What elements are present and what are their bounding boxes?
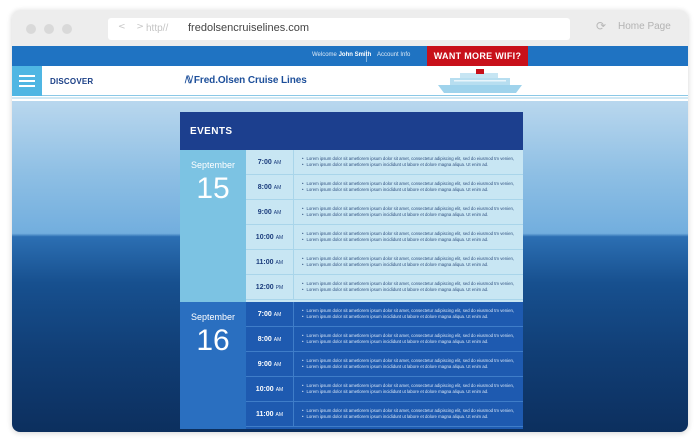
- event-row[interactable]: [246, 175, 523, 200]
- event-row[interactable]: [246, 150, 523, 175]
- date-month: September: [190, 160, 236, 170]
- event-row[interactable]: [246, 225, 523, 250]
- url-scheme: http//: [146, 23, 169, 34]
- event-description: • Lorem ipsum dolor sit ametlorem ipsum dolor sit amet, consectetur adipiscing elit, sed do eiusmod tm venien, • Lorem ipsum dolor sit ametlorem ipsum incididunt ut labore et dolore magna aliqua. Ut enim ad.: [302, 281, 516, 293]
- home-page-link[interactable]: Home Page: [618, 21, 671, 32]
- website: [12, 46, 688, 432]
- event-description: • Lorem ipsum dolor sit ametlorem ipsum dolor sit amet, consectetur adipiscing elit, sed do eiusmod tm venien, • Lorem ipsum dolor sit ametlorem ipsum incididunt ut labore et dolore magna aliqua. Ut enim ad.: [302, 156, 516, 168]
- wifi-upsell-button[interactable]: WANT MORE WIFI?: [427, 46, 528, 66]
- event-time: 11:00 AM: [246, 250, 294, 275]
- events-title: EVENTS: [190, 126, 233, 137]
- date-block: [180, 150, 246, 302]
- logo-mark-icon: ℕ: [184, 75, 192, 86]
- event-row[interactable]: [246, 327, 523, 352]
- event-row[interactable]: [246, 302, 523, 327]
- event-description: • Lorem ipsum dolor sit ametlorem ipsum dolor sit amet, consectetur adipiscing elit, sed do eiusmod tm venien, • Lorem ipsum dolor sit ametlorem ipsum incididunt ut labore et dolore magna aliqua. Ut enim ad.: [302, 181, 516, 193]
- event-day: [180, 302, 523, 429]
- event-row[interactable]: [246, 402, 523, 427]
- event-description: • Lorem ipsum dolor sit ametlorem ipsum dolor sit amet, consectetur adipiscing elit, sed do eiusmod tm venien, • Lorem ipsum dolor sit ametlorem ipsum incididunt ut labore et dolore magna aliqua. Ut enim ad.: [302, 231, 516, 243]
- event-row[interactable]: [246, 250, 523, 275]
- utility-bar: [12, 46, 688, 66]
- address-bar[interactable]: [108, 18, 570, 40]
- event-row[interactable]: [246, 200, 523, 225]
- event-row[interactable]: [246, 275, 523, 300]
- url-text[interactable]: fredolsencruiselines.com: [188, 22, 310, 34]
- divider: [366, 50, 367, 62]
- event-day: [180, 150, 523, 302]
- window-close-dot[interactable]: [26, 24, 36, 34]
- event-description: • Lorem ipsum dolor sit ametlorem ipsum dolor sit amet, consectetur adipiscing elit, sed do eiusmod tm venien, • Lorem ipsum dolor sit ametlorem ipsum incididunt ut labore et dolore magna aliqua. Ut enim ad.: [302, 358, 516, 370]
- event-time: 9:00 AM: [246, 352, 294, 377]
- cruise-ship-icon: [436, 68, 528, 94]
- event-description: • Lorem ipsum dolor sit ametlorem ipsum dolor sit amet, consectetur adipiscing elit, sed do eiusmod tm venien, • Lorem ipsum dolor sit ametlorem ipsum incididunt ut labore et dolore magna aliqua. Ut enim ad.: [302, 308, 516, 320]
- browser-toolbar: [12, 10, 688, 46]
- event-list: [246, 302, 523, 429]
- event-row[interactable]: [246, 377, 523, 402]
- back-forward-icon[interactable]: < >: [118, 22, 148, 32]
- brand-logo[interactable]: ℕ Fred.Olsen Cruise Lines: [184, 75, 307, 86]
- event-row[interactable]: [246, 352, 523, 377]
- discover-link[interactable]: DISCOVER: [50, 77, 94, 86]
- events-header: [180, 112, 523, 150]
- event-list: [246, 150, 523, 302]
- event-time: 8:00 AM: [246, 327, 294, 352]
- date-month: September: [190, 312, 236, 322]
- account-info-link[interactable]: Account Info: [377, 52, 411, 58]
- event-time: 10:00 AM: [246, 377, 294, 402]
- window-minimize-dot[interactable]: [44, 24, 54, 34]
- events-panel: [180, 112, 523, 432]
- hamburger-icon[interactable]: [12, 66, 42, 96]
- event-time: 7:00 AM: [246, 302, 294, 327]
- event-time: 9:00 AM: [246, 200, 294, 225]
- date-day: 15: [196, 172, 230, 205]
- user-name[interactable]: John Smith: [338, 52, 372, 58]
- event-time: 11:00 AM: [246, 402, 294, 427]
- window-maximize-dot[interactable]: [62, 24, 72, 34]
- event-time: 7:00 AM: [246, 150, 294, 175]
- browser-window: [12, 10, 688, 432]
- date-block: [180, 302, 246, 429]
- event-description: • Lorem ipsum dolor sit ametlorem ipsum dolor sit amet, consectetur adipiscing elit, sed do eiusmod tm venien, • Lorem ipsum dolor sit ametlorem ipsum incididunt ut labore et dolore magna aliqua. Ut enim ad.: [302, 408, 516, 420]
- main-navigation: [12, 66, 688, 96]
- event-description: • Lorem ipsum dolor sit ametlorem ipsum dolor sit amet, consectetur adipiscing elit, sed do eiusmod tm venien, • Lorem ipsum dolor sit ametlorem ipsum incididunt ut labore et dolore magna aliqua. Ut enim ad.: [302, 333, 516, 345]
- reload-icon[interactable]: ⟳: [596, 19, 607, 33]
- event-time: 12:00 PM: [246, 275, 294, 300]
- event-description: • Lorem ipsum dolor sit ametlorem ipsum dolor sit amet, consectetur adipiscing elit, sed do eiusmod tm venien, • Lorem ipsum dolor sit ametlorem ipsum incididunt ut labore et dolore magna aliqua. Ut enim ad.: [302, 206, 516, 218]
- welcome-text: Welcome John Smith: [312, 52, 372, 58]
- event-time: 10:00 AM: [246, 225, 294, 250]
- event-time: 8:00 AM: [246, 175, 294, 200]
- date-day: 16: [196, 324, 230, 357]
- event-description: • Lorem ipsum dolor sit ametlorem ipsum dolor sit amet, consectetur adipiscing elit, sed do eiusmod tm venien, • Lorem ipsum dolor sit ametlorem ipsum incididunt ut labore et dolore magna aliqua. Ut enim ad.: [302, 383, 516, 395]
- event-description: • Lorem ipsum dolor sit ametlorem ipsum dolor sit amet, consectetur adipiscing elit, sed do eiusmod tm venien, • Lorem ipsum dolor sit ametlorem ipsum incididunt ut labore et dolore magna aliqua. Ut enim ad.: [302, 256, 516, 268]
